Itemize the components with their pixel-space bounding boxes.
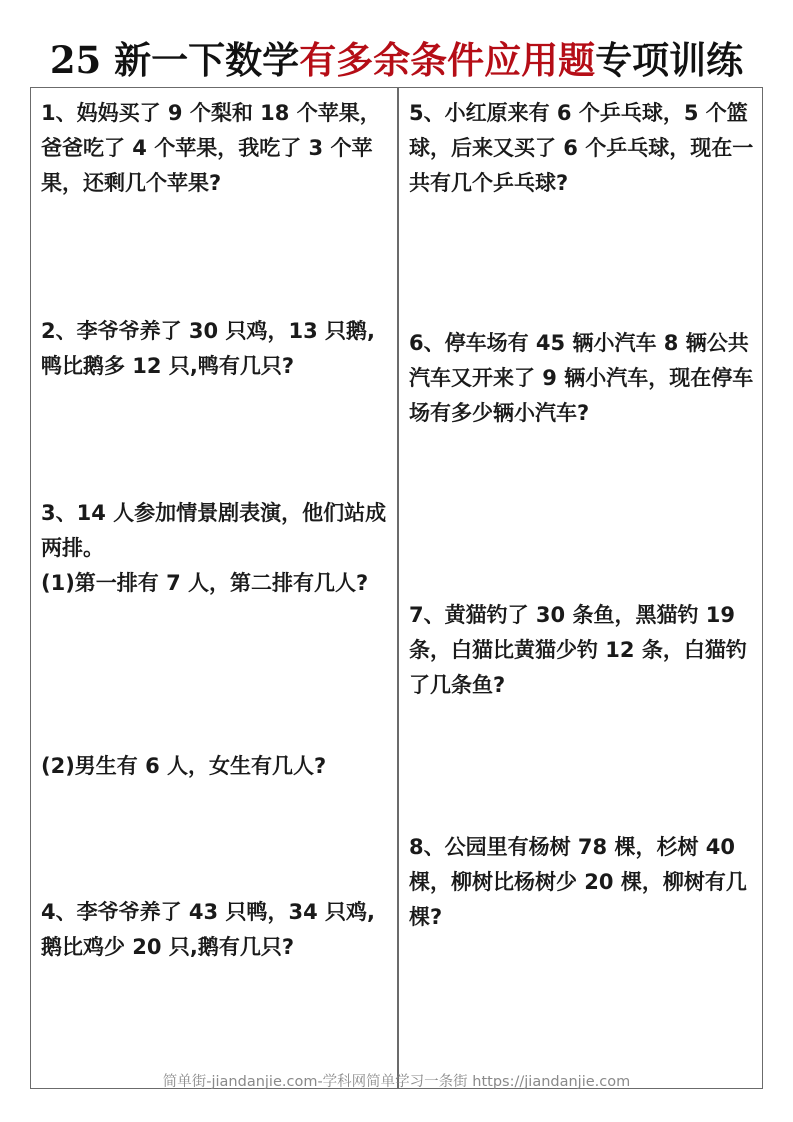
- question-5-text: 5、小红原来有 6 个乒乓球，5 个篮球，后来又买了 6 个乒乓球，现在一共有几个乒乓球?: [409, 101, 754, 195]
- question-7: [409, 598, 756, 703]
- left-column: [31, 88, 397, 1088]
- question-6-text: 6、停车场有 45 辆小汽车 8 辆公共汽车又开来了 9 辆小汽车，现在停车场有多少辆小汽车?: [409, 331, 754, 425]
- question-3-part-2-text: (2)男生有 6 人，女生有几人?: [41, 754, 327, 778]
- question-2-text: 2、李爷爷养了 30 只鸡，13 只鹅,鸭比鹅多 12 只,鸭有几只?: [41, 319, 375, 378]
- question-6: [409, 326, 756, 431]
- title-highlight: 有多余条件应用题: [299, 38, 596, 82]
- title-prefix: 25 新一下数学: [49, 38, 300, 82]
- worksheet-table: [30, 87, 763, 1089]
- question-4-text: 4、李爷爷养了 43 只鸭，34 只鸡,鹅比鸡少 20 只,鹅有几只?: [41, 900, 375, 959]
- page-title: [0, 36, 793, 84]
- question-2: [41, 314, 389, 384]
- question-7-text: 7、黄猫钓了 30 条鱼，黑猫钓 19 条，白猫比黄猫少钓 12 条，白猫钓了几条鱼?: [409, 603, 747, 697]
- question-1-text: 1、妈妈买了 9 个梨和 18 个苹果，爸爸吃了 4 个苹果，我吃了 3 个苹果，还剩几个苹果?: [41, 101, 381, 195]
- watermark-footer: 简单街-jiandanjie.com-学科网简单学习一条街 https://jiandanjie.com: [162, 1074, 631, 1090]
- question-4: [41, 895, 389, 965]
- right-column: [399, 88, 764, 1088]
- question-3-part-1: (1)第一排有 7 人，第二排有几人?: [41, 571, 369, 595]
- question-8-text: 8、公园里有杨树 78 棵，杉树 40 棵，柳树比杨树少 20 棵，柳树有几棵?: [409, 835, 747, 929]
- question-3: [41, 496, 389, 601]
- question-5: [409, 96, 756, 201]
- question-8: [409, 830, 756, 935]
- title-suffix: 专项训练: [595, 38, 744, 82]
- question-3-text: 3、14 人参加情景剧表演，他们站成两排。: [41, 501, 387, 560]
- question-3-part-2: [41, 749, 389, 784]
- question-1: [41, 96, 389, 201]
